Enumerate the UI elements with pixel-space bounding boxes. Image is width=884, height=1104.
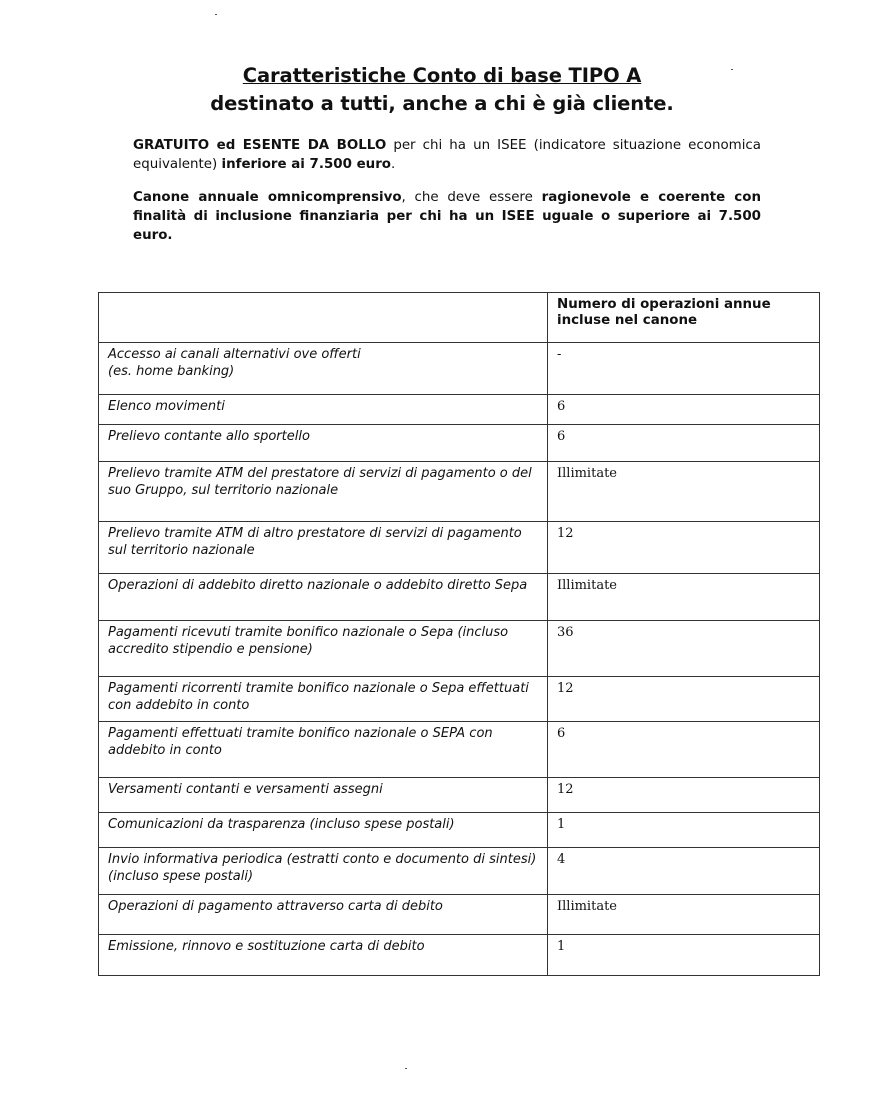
row-description: Prelievo contante allo sportello xyxy=(99,425,548,462)
row-description: Prelievo tramite ATM di altro prestatore di servizi di pagamento sul territorio nazionale xyxy=(99,522,548,574)
table-row xyxy=(99,722,820,778)
scan-speck xyxy=(215,14,217,15)
free-condition-paragraph xyxy=(133,136,761,174)
row-description: Versamenti contanti e versamenti assegni xyxy=(99,778,548,813)
fee-detail: ragionevole e coerente con finalità di inclusione finanziaria per chi ha un ISEE uguale o superiore ai 7.500 euro. xyxy=(133,190,761,243)
table-row xyxy=(99,621,820,677)
row-description: Prelievo tramite ATM del prestatore di servizi di pagamento o del suo Gruppo, sul territorio nazionale xyxy=(99,462,548,522)
document-title: Caratteristiche Conto di base TIPO A xyxy=(242,64,642,87)
scan-speck xyxy=(731,69,733,70)
row-description: Pagamenti ricorrenti tramite bonifico nazionale o Sepa effettuati con addebito in conto xyxy=(99,677,548,722)
table-row xyxy=(99,574,820,621)
row-value: 1 xyxy=(548,935,820,976)
table-row xyxy=(99,343,820,395)
table-row xyxy=(99,395,820,425)
row-description: Pagamenti ricevuti tramite bonifico nazionale o Sepa (incluso accredito stipendio e pensione) xyxy=(99,621,548,677)
row-description: Invio informativa periodica (estratti conto e documento di sintesi) (incluso spese postali) xyxy=(99,848,548,895)
free-label: GRATUITO ed ESENTE DA BOLLO xyxy=(133,138,387,153)
row-description: Elenco movimenti xyxy=(99,395,548,425)
row-value: 36 xyxy=(548,621,820,677)
table-row xyxy=(99,462,820,522)
table-row xyxy=(99,813,820,848)
row-description: Pagamenti effettuati tramite bonifico nazionale o SEPA con addebito in conto xyxy=(99,722,548,778)
row-value: 6 xyxy=(548,395,820,425)
row-value: Illimitate xyxy=(548,462,820,522)
scan-speck xyxy=(405,1068,407,1069)
row-value: Illimitate xyxy=(548,574,820,621)
fee-text: , che deve essere xyxy=(401,190,542,205)
header-description xyxy=(99,293,548,343)
table-row xyxy=(99,895,820,935)
row-description: Operazioni di addebito diretto nazionale o addebito diretto Sepa xyxy=(99,574,548,621)
row-description: Comunicazioni da trasparenza (incluso spese postali) xyxy=(99,813,548,848)
fee-label: Canone annuale omnicomprensivo xyxy=(133,190,402,205)
row-value: 12 xyxy=(548,522,820,574)
free-period: . xyxy=(391,157,396,172)
table-row xyxy=(99,425,820,462)
table-row xyxy=(99,935,820,976)
free-threshold: inferiore ai 7.500 euro xyxy=(221,157,391,172)
row-description: Operazioni di pagamento attraverso carta di debito xyxy=(99,895,548,935)
table-row xyxy=(99,677,820,722)
row-value: 4 xyxy=(548,848,820,895)
fee-condition-paragraph xyxy=(133,188,761,245)
free-text: per chi ha un ISEE (indicatore situazione economica equivalente) xyxy=(133,138,761,172)
table-row xyxy=(99,522,820,574)
row-description: Emissione, rinnovo e sostituzione carta di debito xyxy=(99,935,548,976)
row-value: 12 xyxy=(548,677,820,722)
table-row xyxy=(99,778,820,813)
table-header-row xyxy=(99,293,820,343)
row-value: - xyxy=(548,343,820,395)
row-description: Accesso ai canali alternativi ove offerti (es. home banking) xyxy=(99,343,548,395)
table-row xyxy=(99,848,820,895)
row-value: 12 xyxy=(548,778,820,813)
operations-table xyxy=(98,292,820,976)
row-value: 1 xyxy=(548,813,820,848)
row-value: Illimitate xyxy=(548,895,820,935)
header-annual-operations: Numero di operazioni annue incluse nel canone xyxy=(548,293,820,343)
row-value: 6 xyxy=(548,722,820,778)
document-subtitle: destinato a tutti, anche a chi è già cliente. xyxy=(210,92,674,115)
row-value: 6 xyxy=(548,425,820,462)
